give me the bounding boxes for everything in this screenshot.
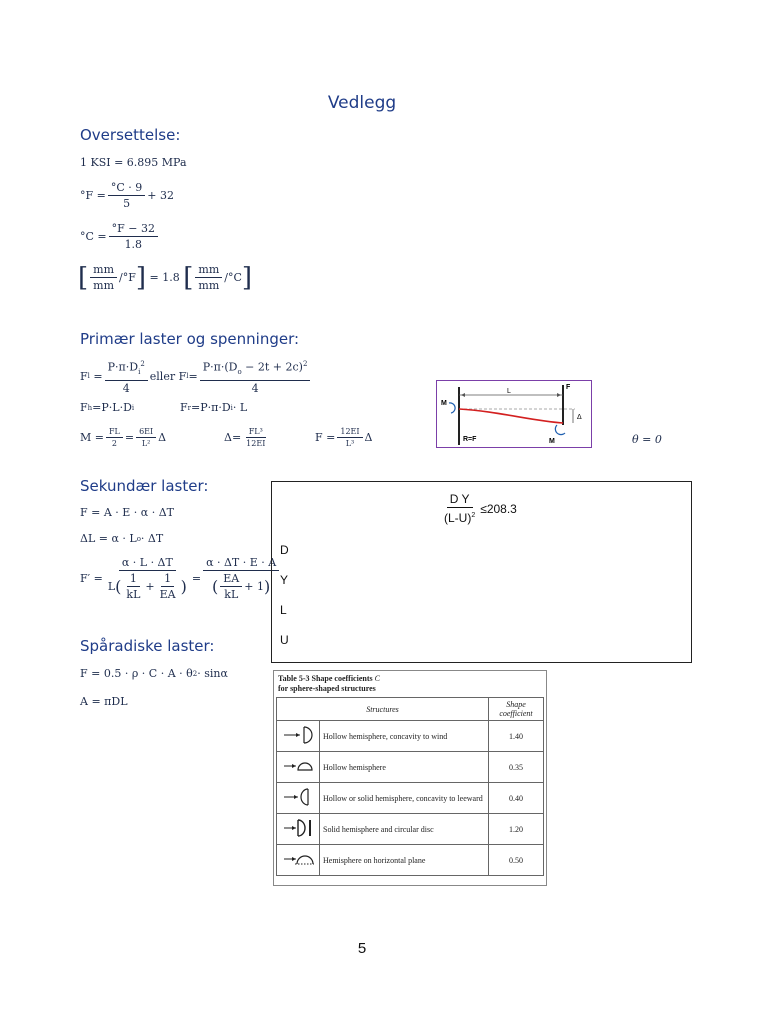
fr-equation: F r =P·π·D i · L <box>180 401 248 414</box>
secondary-loads-heading: Sekundær laster: <box>80 477 209 495</box>
shape-coefficient-table <box>273 670 547 886</box>
hollow-solid-hemisphere-leeward-icon <box>277 783 320 814</box>
hollow-hemisphere-concave-icon <box>277 721 320 752</box>
variable-u: U <box>280 633 289 647</box>
structures-header: Structures <box>277 698 489 721</box>
row-description: Hollow hemisphere, concavity to wind <box>320 721 489 752</box>
solid-hemisphere-disc-icon <box>277 814 320 845</box>
hemisphere-on-plane-icon <box>277 845 320 876</box>
criterion-equation: $\frac{\text{D Y}}{(L-U)^2}$ ≤208.3 <box>444 492 517 525</box>
row-coefficient: 1.20 <box>489 814 544 845</box>
row-description: Hollow or solid hemisphere, concavity to leeward <box>320 783 489 814</box>
translation-heading: Oversettelse: <box>80 126 181 144</box>
label-moment-left: M <box>441 400 447 407</box>
deflection-equation: Δ= $\frac{\text{FL³}}{12EI}$ <box>224 427 266 448</box>
row-description: Hemisphere on horizontal plane <box>320 845 489 876</box>
unit-conversion-equation: [ $\frac{mm}{mm}$ /°F ] = 1.8 [ $\frac{mm}{mm}$ /°C ] <box>78 262 253 293</box>
moment-equation: M = $\frac{FL}{2}$ = $\frac{6EI}{\text{L²}}$ Δ <box>80 427 167 448</box>
area-equation: A = πDL <box>80 695 128 708</box>
f1-equation: F l = $\frac{P\cdot\pi\cdot D_i^2}{4}$ eller F l = $\frac{P\cdot\pi\cdot(D_o - 2t + 2c)^2}{4}$ <box>80 358 312 395</box>
page-title: Vedlegg <box>327 93 397 113</box>
thermal-force-equation: F = A · E · α · ΔT <box>80 506 174 519</box>
row-coefficient: 0.50 <box>489 845 544 876</box>
row-description: Solid hemisphere and circular disc <box>320 814 489 845</box>
page-number: 5 <box>357 940 367 957</box>
label-length: L <box>507 388 511 395</box>
left-moment-arrow-icon <box>449 403 455 413</box>
row-coefficient: 0.40 <box>489 783 544 814</box>
hollow-hemisphere-icon <box>277 752 320 783</box>
variable-d: D <box>280 543 289 557</box>
wind-force-equation: F = 0.5 · ρ · C · A · θ 2 · sinα <box>80 667 228 680</box>
thermal-expansion-equation: ΔL = α · L o · ΔT <box>80 532 164 545</box>
table-row <box>277 752 544 783</box>
row-coefficient: 0.35 <box>489 752 544 783</box>
primary-loads-heading: Primær laster og spenninger: <box>80 330 300 348</box>
celsius-equation: °C = $\frac{^\circ F - 32}{1.8}$ <box>80 222 160 251</box>
coefficient-header: Shape coefficient <box>489 698 544 721</box>
theta-equation: θ = 0 <box>632 433 662 446</box>
beam-diagram-svg <box>437 381 591 447</box>
variable-l: L <box>280 603 287 617</box>
f-prime-equation: F′ = α · L · ΔT L ( $\frac{1}{kL}$ + $\frac{1}{EA}$ ) = α · ΔT · E · A ( $\frac{EA}{kL}$ + 1 ) <box>80 556 281 601</box>
right-moment-arrow-icon <box>555 425 565 435</box>
label-reaction: R=F <box>463 436 477 443</box>
table-row <box>277 721 544 752</box>
table-caption: Table 5-3 Shape coefficients C for sphere-shaped structures <box>278 674 380 693</box>
row-description: Hollow hemisphere <box>320 752 489 783</box>
fahrenheit-equation: °F = $\frac{^\circ C \cdot 9}{5}$ + 32 <box>80 181 174 210</box>
fh-equation: F h =P·L·D i <box>80 401 135 414</box>
label-delta: Δ <box>577 414 582 421</box>
row-coefficient: 1.40 <box>489 721 544 752</box>
table-row <box>277 845 544 876</box>
ksi-equation: 1 KSI = 6.895 MPa <box>80 156 187 169</box>
label-moment-right: M <box>549 438 555 445</box>
table-row <box>277 814 544 845</box>
force-deflection-equation: F = $\frac{12EI}{\text{L³}}$ Δ <box>315 427 373 448</box>
criterion-box <box>271 481 692 663</box>
deflected-beam-curve <box>459 409 563 423</box>
beam-diagram <box>436 380 592 448</box>
variable-y: Y <box>280 573 289 587</box>
table-row <box>277 783 544 814</box>
shape-coefficient-grid <box>276 697 544 876</box>
label-force: F <box>566 384 571 391</box>
sporadic-loads-heading: Spåradiske laster: <box>80 637 215 655</box>
